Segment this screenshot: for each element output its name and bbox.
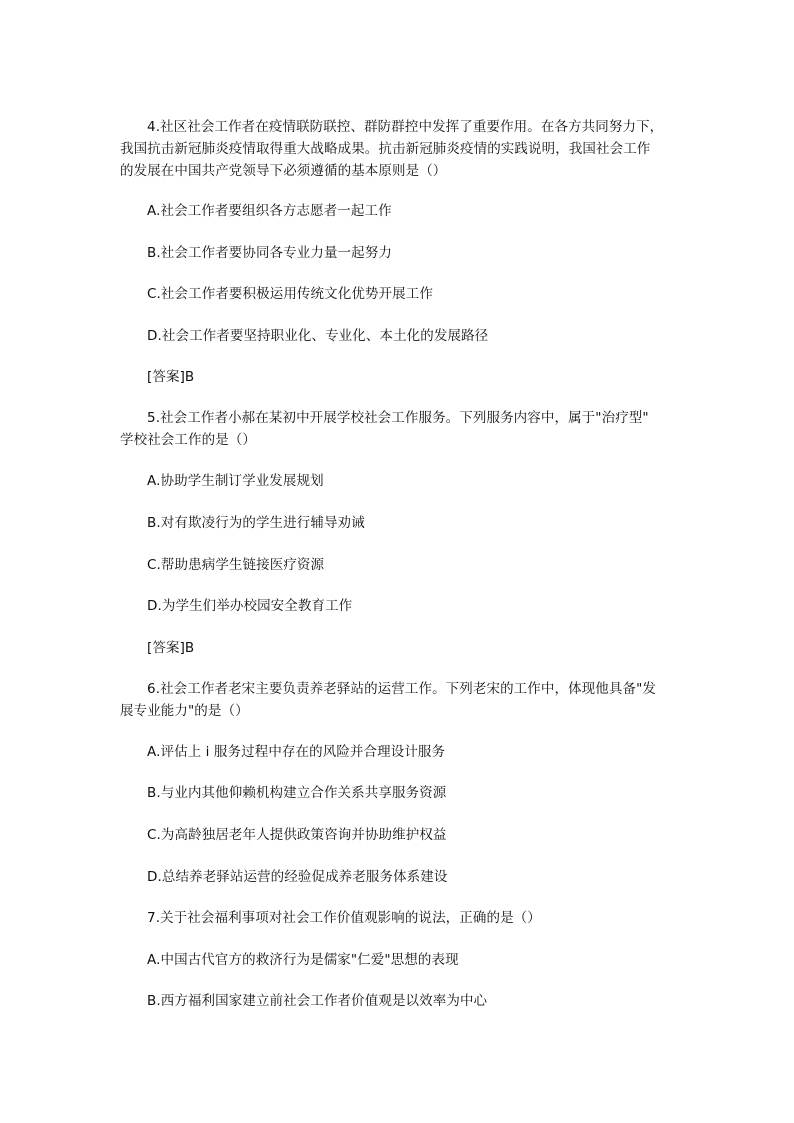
question-4-stem-line-3: 的发展在中国共产党领导下必须遵循的基本原则是（） [120,163,447,179]
question-5-stem-line-2: 学校社会工作的是（） [120,432,256,448]
question-4-answer: [答案]B [147,369,195,385]
question-6-option-b: B.与业内其他仰赖机构建立合作关系共享服务资源 [147,785,447,801]
question-5-option-d: D.为学生们举办校园安全教育工作 [147,598,353,614]
question-6-option-c: C.为高龄独居老年人提供政策咨询并协助维护权益 [147,827,447,843]
question-4-option-a: A.社会工作者要组织各方志愿者一起工作 [147,203,392,219]
question-6-stem-line-2: 展专业能力"的是（） [120,703,249,719]
question-7-option-a: A.中国古代官方的救济行为是儒家"仁爱"思想的表现 [147,952,459,968]
question-4-option-b: B.社会工作者要协同各专业力量一起努力 [147,245,392,261]
question-6-option-d: D.总结养老驿站运营的经验促成养老服务体系建设 [147,869,448,885]
question-5-option-a: A.协助学生制订学业发展规划 [147,473,324,489]
question-5-answer: [答案]B [147,640,195,656]
question-4-stem-line-2: 我国抗击新冠肺炎疫情取得重大战略成果。抗击新冠肺炎疫情的实践说明，我国社会工作 [120,141,651,157]
question-5-option-c: C.帮助患病学生链接医疗资源 [147,557,325,573]
question-5-stem-line-1: 5.社会工作者小郝在某初中开展学校社会工作服务。下列服务内容中，属于"治疗型" [147,410,649,426]
question-4-option-d: D.社会工作者要坚持职业化、专业化、本土化的发展路径 [147,328,489,344]
question-4-stem-line-1: 4.社区社会工作者在疫情联防联控、群防群控中发挥了重要作用。在各方共同努力下， [147,119,664,135]
question-4-option-c: C.社会工作者要积极运用传统文化优势开展工作 [147,286,433,302]
question-7-option-b: B.西方福利国家建立前社会工作者价值观是以效率为中心 [147,993,488,1009]
question-5-option-b: B.对有欺凌行为的学生进行辅导劝诫 [147,515,365,531]
question-6-option-a: A.评估上 i 服务过程中存在的风险并合理设计服务 [147,744,446,760]
question-7-stem-line-1: 7.关于社会福利事项对社会工作价值观影响的说法，正确的是（） [147,910,541,926]
question-6-stem-line-1: 6.社会工作者老宋主要负责养老驿站的运营工作。下列老宋的工作中，体现他具备"发 [147,681,656,697]
